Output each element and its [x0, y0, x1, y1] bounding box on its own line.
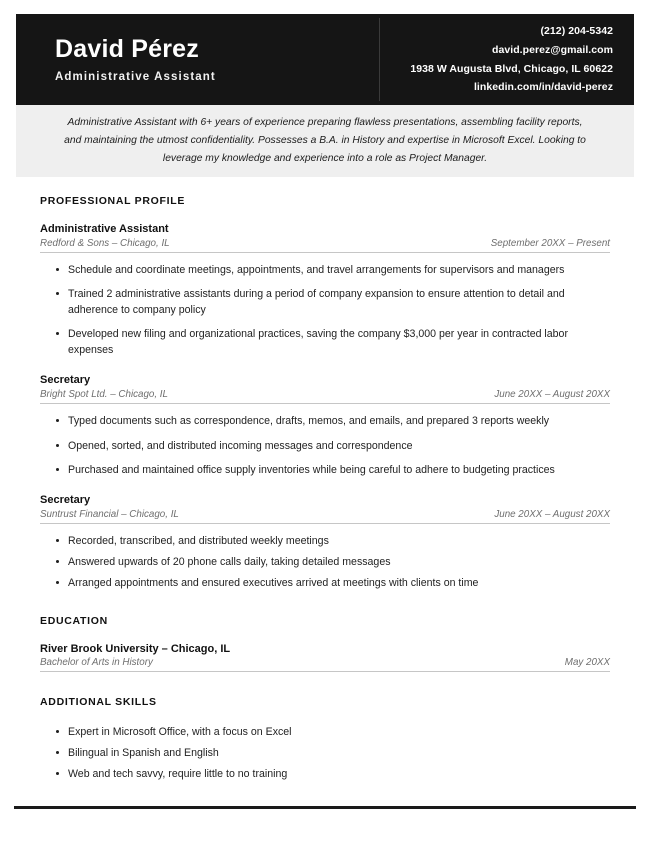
experience-company: Bright Spot Ltd. – Chicago, IL — [40, 389, 168, 401]
education-entry — [40, 643, 610, 672]
section-heading-professional-profile: PROFESSIONAL PROFILE — [40, 195, 186, 207]
professional-summary-text: Administrative Assistant with 6+ years of experience preparing flawless presentations, assembling facility reports, and maintaining the utmost confidentiality. Possesses a B.A. in History and expertise in Microsoft Excel. Looking to leverage my knowledge and experience into a role as Project Manager. — [64, 117, 586, 164]
resume-body — [40, 195, 610, 787]
header-identity-block — [16, 14, 379, 105]
list-item: Trained 2 administrative assistants during a period of company expansion to ensure attention to detail and adherence to company policy — [40, 286, 610, 318]
experience-bullet-list — [40, 533, 610, 591]
contact-phone: (212) 204-5342 — [540, 25, 613, 38]
footer-rule — [14, 806, 636, 809]
list-item: Purchased and maintained office supply inventories while being careful to adhere to budgeting practices — [40, 462, 610, 478]
contact-block — [380, 14, 634, 105]
experience-company: Redford & Sons – Chicago, IL — [40, 238, 170, 249]
list-item: Answered upwards of 20 phone calls daily, taking detailed messages — [40, 554, 610, 570]
list-item: Recorded, transcribed, and distributed weekly meetings — [40, 533, 610, 549]
education-school: River Brook University – Chicago, IL — [40, 643, 231, 656]
education-meta-row — [40, 657, 610, 672]
section-education — [40, 615, 610, 672]
candidate-name: David Pérez — [55, 35, 199, 64]
experience-bullet-list — [40, 262, 610, 358]
education-date: May 20XX — [564, 657, 610, 669]
list-item: Arranged appointments and ensured executives arrived at meetings with clients on time — [40, 575, 610, 591]
experience-entry — [40, 374, 610, 477]
list-item: Typed documents such as correspondence, drafts, memos, and emails, and prepared 3 reports weekly — [40, 413, 610, 429]
section-professional-profile — [40, 195, 610, 591]
section-additional-skills — [40, 696, 610, 782]
experience-dates: June 20XX – August 20XX — [494, 389, 610, 401]
contact-address: 1938 W Augusta Blvd, Chicago, IL 60622 — [410, 62, 613, 75]
experience-dates: June 20XX – August 20XX — [494, 508, 610, 520]
candidate-job-title: Administrative Assistant — [55, 70, 216, 83]
contact-email: david.perez@gmail.com — [492, 43, 613, 56]
list-item: Opened, sorted, and distributed incoming messages and correspondence — [40, 438, 610, 454]
experience-meta-row — [40, 238, 610, 253]
professional-summary-band — [16, 105, 634, 177]
contact-linkedin: linkedin.com/in/david-perez — [473, 81, 613, 94]
experience-job-title: Secretary — [40, 374, 91, 387]
list-item: Web and tech savvy, require little to no training — [40, 766, 610, 782]
skills-bullet-list — [40, 724, 610, 782]
section-heading-education: EDUCATION — [40, 615, 108, 628]
experience-entry — [40, 223, 610, 358]
experience-meta-row — [40, 389, 610, 404]
experience-job-title: Administrative Assistant — [40, 223, 169, 235]
section-heading-additional-skills: ADDITIONAL SKILLS — [40, 696, 157, 709]
experience-company: Suntrust Financial – Chicago, IL — [40, 508, 179, 520]
list-item: Schedule and coordinate meetings, appointments, and travel arrangements for supervisors and managers — [40, 262, 610, 278]
experience-meta-row — [40, 509, 610, 524]
experience-dates: September 20XX – Present — [490, 238, 610, 249]
experience-job-title: Secretary — [40, 493, 91, 506]
education-degree: Bachelor of Arts in History — [40, 657, 153, 669]
list-item: Bilingual in Spanish and English — [40, 745, 610, 761]
list-item: Developed new filing and organizational practices, saving the company $3,000 per year in contracted labor expenses — [40, 326, 610, 358]
experience-entry — [40, 494, 610, 591]
resume-header — [16, 14, 634, 105]
list-item: Expert in Microsoft Office, with a focus on Excel — [40, 724, 610, 740]
experience-bullet-list — [40, 413, 610, 477]
